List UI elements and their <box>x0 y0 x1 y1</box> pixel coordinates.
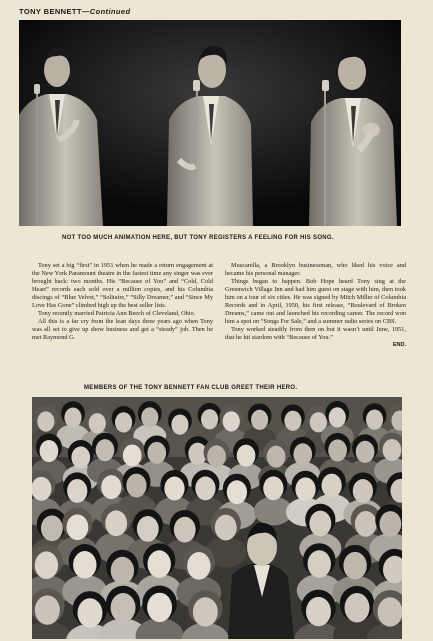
crowd-face <box>201 409 218 429</box>
article-body <box>32 262 406 374</box>
article-paragraph: Tony recently married Patricia Ann Beech of Cleveland, Ohio. <box>38 310 196 318</box>
crowd-face <box>309 511 331 537</box>
article-paragraph: Tony worked steadily from then on but it wasn’t until June, 1951, that he hit stardom with “Because of You.” <box>225 326 406 342</box>
photo-fan-club-crowd <box>32 397 402 639</box>
crowd-face <box>147 442 166 464</box>
crowd-face <box>193 597 218 626</box>
crowd-face <box>251 410 268 430</box>
crowd-face <box>379 511 401 537</box>
crowd-face <box>366 409 383 429</box>
crowd-face <box>215 515 237 541</box>
crowd-face <box>295 477 315 501</box>
crowd-face <box>267 446 286 468</box>
crowd-face <box>35 595 60 624</box>
crowd-face <box>174 517 196 543</box>
crowd-face <box>164 477 184 501</box>
crowd-face <box>284 411 301 431</box>
crowd-face <box>37 411 54 431</box>
crowd-face <box>147 550 170 578</box>
crowd-face <box>227 480 247 504</box>
crowd-face <box>35 551 58 579</box>
singer-triptych-illustration <box>19 20 401 226</box>
crowd-face <box>345 593 370 622</box>
crowd-face <box>378 597 402 626</box>
crowd-face <box>77 598 102 627</box>
crowd-face <box>111 557 134 585</box>
crowd-face <box>293 443 312 465</box>
crowd-face <box>40 440 59 462</box>
crowd-face <box>137 516 159 542</box>
crowd-face <box>147 593 172 622</box>
crowd-face <box>67 479 87 503</box>
crowd-face <box>111 593 136 622</box>
crowd-face <box>308 550 331 578</box>
crowd-face <box>187 552 210 580</box>
crowd-face <box>263 476 283 500</box>
crowd-face <box>329 407 346 427</box>
crowd-face <box>101 475 121 499</box>
crowd-face <box>71 446 90 468</box>
crowd-face <box>141 407 158 427</box>
running-head <box>19 7 130 16</box>
crowd-face <box>207 445 226 467</box>
photo-caption-bottom: MEMBERS OF THE TONY BENNETT FAN CLUB GREET THEIR HERO. <box>84 385 298 391</box>
crowd-face <box>383 439 402 461</box>
crowd-face <box>89 413 106 433</box>
crowd-face <box>343 552 366 580</box>
article-paragraph: Things began to happen. Bob Hope heard Tony sing at the Greenwich Village Inn and had him guest on stage with him, then took him on a tour of six cities. He was signed by Mitch Miller of Columbia Records and in April, 1950, his first release, “Boulevard of Broken Dreams,” came out and launched his recording career. The record won him a spot on “Songs For Sale,” and a summer radio series on CBS. <box>225 278 406 326</box>
article-column-right <box>225 262 406 374</box>
crowd-face <box>171 415 188 435</box>
crowd-face <box>32 477 51 501</box>
crowd-face <box>195 476 215 500</box>
crowd-face <box>66 514 88 540</box>
photo-singer-triptych <box>19 20 401 226</box>
crowd-face <box>223 411 240 431</box>
crowd-face <box>126 474 146 498</box>
crowd-face <box>353 479 373 503</box>
article-paragraph: Tony set a big “first” in 1951 when he made a return engagement at the New York Paramount theatre in the fastest time any singer was ever brought back: two months. His “Because of You” and “Cold, Cold Heart” records each sold over a million copies, and his Columbia discings of “Blue Velvet,” “Solitaire,” “Silly Dreamer,” and “Since My Love Has Gone” climbed high up the best seller lists. <box>32 262 213 310</box>
crowd-face <box>306 597 331 626</box>
crowd-face <box>328 439 347 461</box>
crowd-face <box>64 408 81 428</box>
crowd-face <box>356 441 375 463</box>
article-column-left <box>32 262 213 374</box>
crowd-face <box>123 444 142 466</box>
crowd-face <box>73 551 96 579</box>
crowd-face <box>96 439 115 461</box>
crowd-face <box>322 474 342 498</box>
photo-caption-top: NOT TOO MUCH ANIMATION HERE, BUT TONY REGISTERS A FEELING FOR HIS SONG. <box>62 235 334 241</box>
article-paragraph: All this is a far cry from the lean days three years ago when Tony was all set to give up show business and get a “steady” job. Then he met Raymond G. <box>32 318 213 342</box>
crowd-face <box>355 511 377 537</box>
fan-club-crowd-illustration <box>32 397 402 639</box>
crowd-face <box>115 412 132 432</box>
crowd-faces <box>32 401 402 639</box>
crowd-face <box>105 510 127 536</box>
end-mark: END. <box>392 342 406 349</box>
crowd-face <box>41 515 63 541</box>
crowd-face <box>237 445 256 467</box>
header-continued: —Continued <box>81 7 131 16</box>
header-title: TONY BENNETT <box>19 7 82 16</box>
article-paragraph: Muscarella, a Brooklyn businessman, who liked his voice and became his personal manager. <box>225 262 406 278</box>
